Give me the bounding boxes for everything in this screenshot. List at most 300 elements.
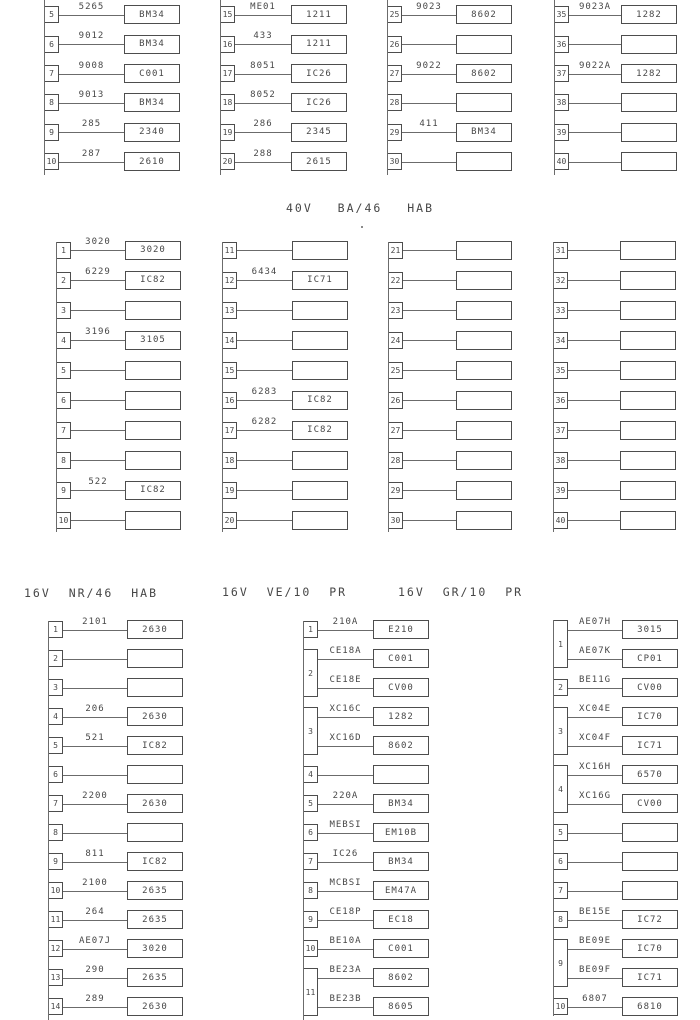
pin-box: 3 xyxy=(553,707,568,755)
wire-line xyxy=(235,44,291,45)
wire-line xyxy=(568,490,620,491)
wire-line xyxy=(237,250,292,251)
dest-box-empty xyxy=(620,301,676,320)
pin-box: 16 xyxy=(220,36,235,53)
pin-box: 9 xyxy=(56,482,71,499)
wire-label: BE11G xyxy=(578,674,612,685)
pin-box: 40 xyxy=(553,512,568,529)
wire-line xyxy=(568,370,620,371)
wire-label: XC16D xyxy=(329,732,362,743)
wire-line xyxy=(63,920,127,921)
pin-box: 18 xyxy=(222,452,237,469)
dest-box: 2610 xyxy=(124,152,180,171)
pin-box: 7 xyxy=(303,853,318,870)
pin-box: 2 xyxy=(553,679,568,696)
dest-box-empty xyxy=(127,649,183,668)
dest-box-empty xyxy=(292,481,348,500)
dest-box: BM34 xyxy=(456,123,512,142)
wire-line xyxy=(402,15,456,16)
wire-label: XC04F xyxy=(578,732,612,743)
dest-box: 8602 xyxy=(456,64,512,83)
pin-box: 20 xyxy=(222,512,237,529)
pin-box: 14 xyxy=(222,332,237,349)
wire-label: XC04E xyxy=(578,703,612,714)
wire-label: 8052 xyxy=(250,89,276,100)
wire-line xyxy=(71,280,125,281)
wire-line xyxy=(569,15,621,16)
pin-box: 6 xyxy=(44,36,59,53)
dest-box-empty xyxy=(456,271,512,290)
bus-line xyxy=(220,0,221,175)
wire-line xyxy=(63,1007,127,1008)
pin-box: 37 xyxy=(553,422,568,439)
pin-box: 1 xyxy=(553,620,568,668)
wire-label: 9023A xyxy=(578,1,612,12)
wire-line xyxy=(318,717,373,718)
artifact-dot xyxy=(361,226,363,228)
wire-line xyxy=(568,746,622,747)
wire-label: 264 xyxy=(85,906,105,917)
dest-box-empty xyxy=(620,451,676,470)
wire-label: 5265 xyxy=(78,1,105,12)
wire-line xyxy=(403,310,456,311)
dest-box-empty xyxy=(456,391,512,410)
dest-box: EM47A xyxy=(373,881,429,900)
pin-box: 13 xyxy=(48,969,63,986)
pin-box: 4 xyxy=(303,766,318,783)
wire-line xyxy=(59,15,124,16)
pin-box: 32 xyxy=(553,272,568,289)
pin-box: 10 xyxy=(48,882,63,899)
pin-box: 11 xyxy=(303,968,318,1016)
wire-label: AE07K xyxy=(578,645,612,656)
dest-box-empty xyxy=(456,331,512,350)
dest-box: IC71 xyxy=(292,271,348,290)
pin-box: 29 xyxy=(388,482,403,499)
pin-box: 16 xyxy=(222,392,237,409)
pin-box: 5 xyxy=(56,362,71,379)
dest-box-empty xyxy=(620,361,676,380)
dest-box-empty xyxy=(620,511,676,530)
pin-box: 23 xyxy=(388,302,403,319)
wire-line xyxy=(71,460,125,461)
dest-box: 1282 xyxy=(621,64,677,83)
dest-box: IC72 xyxy=(622,910,678,929)
pin-box: 39 xyxy=(554,124,569,141)
dest-box: CV00 xyxy=(622,678,678,697)
dest-box-empty xyxy=(125,361,181,380)
dest-box: 3105 xyxy=(125,331,181,350)
wire-label: BE09E xyxy=(578,935,612,946)
wire-line xyxy=(59,74,124,75)
wire-line xyxy=(318,833,373,834)
pin-box: 6 xyxy=(56,392,71,409)
wire-line xyxy=(59,103,124,104)
wire-label: 206 xyxy=(85,703,105,714)
wire-line xyxy=(237,520,292,521)
pin-box: 3 xyxy=(303,707,318,755)
pin-box: 6 xyxy=(48,766,63,783)
wire-line xyxy=(59,44,124,45)
wire-line xyxy=(403,250,456,251)
pin-box: 15 xyxy=(220,6,235,23)
wire-label: 8051 xyxy=(250,60,276,71)
wire-line xyxy=(237,400,292,401)
wire-label: 521 xyxy=(85,732,105,743)
wire-label: 210A xyxy=(332,616,359,627)
wire-line xyxy=(318,746,373,747)
wire-label: 9013 xyxy=(78,89,105,100)
pin-box: 2 xyxy=(303,649,318,697)
wire-label: BE15E xyxy=(578,906,612,917)
pin-box: 28 xyxy=(388,452,403,469)
pin-box: 5 xyxy=(303,795,318,812)
wire-line xyxy=(569,132,621,133)
wire-label: IC26 xyxy=(332,848,359,859)
wire-label: 9022 xyxy=(416,60,442,71)
wire-label: 3020 xyxy=(85,237,111,247)
wire-label: 285 xyxy=(81,119,102,130)
wire-line xyxy=(568,340,620,341)
dest-box: 3020 xyxy=(125,241,181,260)
dest-box-empty xyxy=(456,511,512,530)
dest-box: 2630 xyxy=(127,707,183,726)
pin-box: 22 xyxy=(388,272,403,289)
pin-box: 36 xyxy=(553,392,568,409)
dest-box: 6570 xyxy=(622,765,678,784)
dest-box-empty xyxy=(127,765,183,784)
wire-line xyxy=(403,430,456,431)
pin-box: 5 xyxy=(553,824,568,841)
wire-line xyxy=(568,1007,622,1008)
pin-box: 3 xyxy=(48,679,63,696)
wire-line xyxy=(235,15,291,16)
wire-line xyxy=(59,132,124,133)
wire-line xyxy=(318,775,373,776)
pin-box: 27 xyxy=(387,65,402,82)
dest-box: 2630 xyxy=(127,794,183,813)
wire-line xyxy=(318,688,373,689)
pin-box: 35 xyxy=(554,6,569,23)
dest-box-empty xyxy=(621,152,677,171)
wire-line xyxy=(403,490,456,491)
pin-box: 17 xyxy=(222,422,237,439)
wire-line xyxy=(318,630,373,631)
dest-box: C001 xyxy=(124,64,180,83)
dest-box: 2615 xyxy=(291,152,347,171)
wire-line xyxy=(318,949,373,950)
dest-box-empty xyxy=(620,421,676,440)
wire-line xyxy=(403,340,456,341)
dest-box: BM34 xyxy=(124,93,180,112)
wire-line xyxy=(568,775,622,776)
pin-box: 1 xyxy=(303,621,318,638)
dest-box: IC70 xyxy=(622,939,678,958)
pin-box: 4 xyxy=(48,708,63,725)
pin-box: 8 xyxy=(56,452,71,469)
dest-box-empty xyxy=(456,93,512,112)
wire-label: AE07H xyxy=(578,616,612,627)
pin-box: 40 xyxy=(554,153,569,170)
dest-box-empty xyxy=(456,361,512,380)
dest-box: 1211 xyxy=(291,35,347,54)
wire-line xyxy=(63,978,127,979)
dest-box: EC18 xyxy=(373,910,429,929)
dest-box-empty xyxy=(456,241,512,260)
wire-line xyxy=(318,659,373,660)
pin-box: 38 xyxy=(554,94,569,111)
wire-label: 290 xyxy=(85,964,105,975)
dest-box-empty xyxy=(292,301,348,320)
dest-box-empty xyxy=(125,511,181,530)
wire-label: CE18E xyxy=(329,674,362,685)
dest-box: 8602 xyxy=(373,968,429,987)
wire-line xyxy=(568,280,620,281)
wire-line xyxy=(237,490,292,491)
section-title-16v-gr-10-pr: 16V GR/10 PR xyxy=(398,585,524,599)
dest-box: IC82 xyxy=(125,481,181,500)
wire-line xyxy=(318,804,373,805)
dest-box: 3015 xyxy=(622,620,678,639)
dest-box-empty xyxy=(620,391,676,410)
dest-box: 1211 xyxy=(291,5,347,24)
bus-line xyxy=(56,242,57,532)
dest-box-empty xyxy=(456,35,512,54)
wire-line xyxy=(59,162,124,163)
pin-box: 35 xyxy=(553,362,568,379)
pin-box: 10 xyxy=(553,998,568,1015)
pin-box: 3 xyxy=(56,302,71,319)
wire-line xyxy=(63,804,127,805)
bus-line xyxy=(553,620,554,1016)
wire-line xyxy=(568,520,620,521)
dest-box: 1282 xyxy=(373,707,429,726)
dest-box: 2340 xyxy=(124,123,180,142)
pin-box: 7 xyxy=(48,795,63,812)
pin-box: 28 xyxy=(387,94,402,111)
wire-line xyxy=(63,775,127,776)
wire-line xyxy=(403,520,456,521)
wire-line xyxy=(237,430,292,431)
dest-box-empty xyxy=(373,765,429,784)
dest-box: 3020 xyxy=(127,939,183,958)
dest-box-empty xyxy=(125,421,181,440)
pin-box: 2 xyxy=(56,272,71,289)
dest-box-empty xyxy=(620,481,676,500)
pin-box: 1 xyxy=(56,242,71,259)
pin-box: 26 xyxy=(388,392,403,409)
wire-line xyxy=(568,400,620,401)
dest-box: BM34 xyxy=(124,5,180,24)
dest-box-empty xyxy=(125,391,181,410)
wire-line xyxy=(568,804,622,805)
dest-box-empty xyxy=(292,361,348,380)
wire-line xyxy=(63,891,127,892)
wire-line xyxy=(71,250,125,251)
pin-box: 8 xyxy=(303,882,318,899)
dest-box: IC71 xyxy=(622,968,678,987)
wire-label: 2100 xyxy=(82,877,108,888)
wire-line xyxy=(403,400,456,401)
dest-box-empty xyxy=(622,852,678,871)
wire-label: 411 xyxy=(419,119,439,130)
dest-box: IC70 xyxy=(622,707,678,726)
wire-line xyxy=(568,833,622,834)
wire-label: 288 xyxy=(253,148,273,159)
wire-line xyxy=(568,862,622,863)
pin-box: 19 xyxy=(222,482,237,499)
pin-box: 27 xyxy=(388,422,403,439)
pin-box: 34 xyxy=(553,332,568,349)
dest-box-empty xyxy=(292,331,348,350)
wire-line xyxy=(402,44,456,45)
wire-label: CE18P xyxy=(329,906,362,917)
dest-box-empty xyxy=(292,451,348,470)
wire-line xyxy=(402,162,456,163)
wire-line xyxy=(568,310,620,311)
wire-line xyxy=(235,74,291,75)
dest-box-empty xyxy=(456,152,512,171)
pin-box: 5 xyxy=(48,737,63,754)
wire-line xyxy=(71,340,125,341)
pin-box: 4 xyxy=(553,765,568,813)
dest-box: 2630 xyxy=(127,620,183,639)
wire-line xyxy=(235,132,291,133)
dest-box: 2630 xyxy=(127,997,183,1016)
pin-box: 9 xyxy=(44,124,59,141)
wire-line xyxy=(63,659,127,660)
wire-line xyxy=(569,103,621,104)
dest-box-empty xyxy=(456,421,512,440)
pin-box: 30 xyxy=(387,153,402,170)
pin-box: 13 xyxy=(222,302,237,319)
bus-line xyxy=(387,0,388,175)
pin-box: 8 xyxy=(48,824,63,841)
wire-line xyxy=(569,74,621,75)
wire-label: 287 xyxy=(81,148,102,159)
pin-box: 25 xyxy=(387,6,402,23)
wire-label: 6229 xyxy=(85,267,111,277)
wire-label: 6807 xyxy=(582,993,608,1004)
wire-line xyxy=(403,460,456,461)
wire-label: CE18A xyxy=(329,645,362,656)
pin-box: 6 xyxy=(303,824,318,841)
pin-box: 12 xyxy=(48,940,63,957)
pin-box: 6 xyxy=(553,853,568,870)
pin-box: 24 xyxy=(388,332,403,349)
pin-box: 36 xyxy=(554,36,569,53)
pin-box: 11 xyxy=(48,911,63,928)
bus-line xyxy=(553,242,554,532)
wire-line xyxy=(568,717,622,718)
dest-box-empty xyxy=(125,301,181,320)
wire-line xyxy=(568,460,620,461)
pin-box: 10 xyxy=(56,512,71,529)
wire-label: 286 xyxy=(253,119,273,130)
wire-label: 220A xyxy=(332,790,359,801)
dest-box-empty xyxy=(292,511,348,530)
wire-line xyxy=(568,250,620,251)
pin-box: 18 xyxy=(220,94,235,111)
pin-box: 2 xyxy=(48,650,63,667)
dest-box-empty xyxy=(622,823,678,842)
wire-line xyxy=(63,746,127,747)
dest-box-empty xyxy=(621,123,677,142)
wire-label: 433 xyxy=(253,31,273,42)
dest-box-empty xyxy=(127,678,183,697)
dest-box: BM34 xyxy=(373,852,429,871)
wire-label: 9008 xyxy=(78,60,105,71)
wire-line xyxy=(235,162,291,163)
wire-line xyxy=(568,978,622,979)
dest-box: 6810 xyxy=(622,997,678,1016)
bus-line xyxy=(303,621,304,1020)
wire-line xyxy=(318,862,373,863)
pin-box: 10 xyxy=(44,153,59,170)
wire-label: 522 xyxy=(88,477,108,487)
wire-label: MCBSI xyxy=(329,877,362,888)
pin-box: 20 xyxy=(220,153,235,170)
wire-label: BE23B xyxy=(329,993,362,1004)
wire-line xyxy=(237,340,292,341)
dest-box: IC26 xyxy=(291,93,347,112)
pin-box: 1 xyxy=(48,621,63,638)
wire-label: BE23A xyxy=(329,964,362,975)
bus-line xyxy=(44,0,45,175)
wire-label: MEBSI xyxy=(329,819,362,830)
dest-box: C001 xyxy=(373,939,429,958)
wire-label: 6282 xyxy=(251,417,278,427)
wire-line xyxy=(237,280,292,281)
wire-label: BE09F xyxy=(578,964,612,975)
wire-line xyxy=(63,688,127,689)
wire-line xyxy=(568,430,620,431)
bus-line xyxy=(222,242,223,532)
pin-box: 33 xyxy=(553,302,568,319)
wire-line xyxy=(568,659,622,660)
dest-box-empty xyxy=(127,823,183,842)
wire-label: 289 xyxy=(85,993,105,1004)
dest-box: 1282 xyxy=(621,5,677,24)
wire-line xyxy=(63,717,127,718)
dest-box: BM34 xyxy=(373,794,429,813)
wire-line xyxy=(71,520,125,521)
wire-label: 811 xyxy=(85,848,105,859)
section-title-16v-nr-46-hab: 16V NR/46 HAB xyxy=(24,586,159,600)
wire-line xyxy=(63,862,127,863)
wire-line xyxy=(237,370,292,371)
dest-box-empty xyxy=(620,241,676,260)
dest-box: CV00 xyxy=(373,678,429,697)
pin-box: 9 xyxy=(553,939,568,987)
wire-line xyxy=(235,103,291,104)
dest-box: IC82 xyxy=(127,852,183,871)
wire-label: XC16H xyxy=(578,761,612,772)
dest-box: IC82 xyxy=(292,421,348,440)
wire-label: 2101 xyxy=(82,616,108,627)
wire-line xyxy=(71,370,125,371)
wire-label: 6434 xyxy=(251,267,278,277)
dest-box-empty xyxy=(292,241,348,260)
bus-line xyxy=(48,621,49,1020)
bus-line xyxy=(554,0,555,175)
wire-line xyxy=(568,688,622,689)
wire-line xyxy=(71,400,125,401)
pin-box: 14 xyxy=(48,998,63,1015)
section-title-16v-ve-10-pr: 16V VE/10 PR xyxy=(222,585,348,599)
wire-label: 9023 xyxy=(416,1,442,12)
wire-label: 2200 xyxy=(82,790,108,801)
